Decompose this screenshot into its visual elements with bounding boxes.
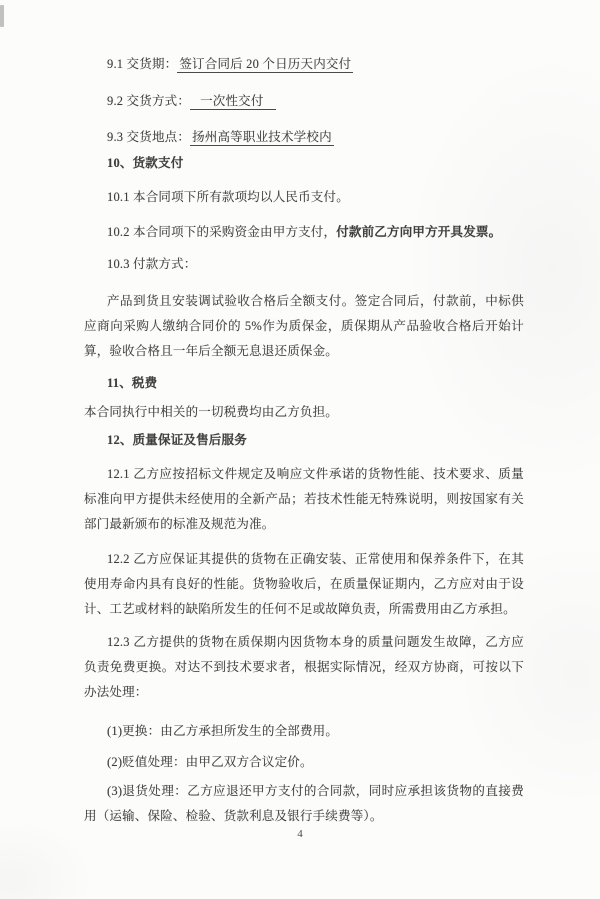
- clause-12-3-option-3: (3)退货处理：乙方应退还甲方支付的合同款，同时应承担该货物的直接费用（运输、保险、检验、货款利息及银行手续费等）。: [84, 784, 524, 823]
- clause-9-2: [84, 89, 524, 114]
- clause-10-2-normal-text: 10.2 本合同项下的采购资金由甲方支付，: [107, 225, 337, 239]
- clause-9-3-label: 9.3 交货地点：: [107, 130, 191, 144]
- clause-12-3-option-1: (1)更换：由乙方承担所发生的全部费用。: [107, 724, 339, 738]
- clause-9-1: [84, 52, 524, 77]
- clause-9-2-label: 9.2 交货方式：: [107, 94, 191, 108]
- section-10-heading: 10、货款支付: [107, 156, 184, 170]
- section-11-heading: 11、税费: [107, 376, 158, 390]
- clause-9-2-filled-value: 一次性交付: [190, 94, 276, 110]
- clause-10-3: 10.3 付款方式：: [107, 257, 197, 271]
- clause-12-2: 12.2 乙方应保证其提供的货物在正确安装、正常使用和保养条件下，在其使用寿命内具有良好的性能。货物验收后，在质量保证期内，乙方应对由于设计、工艺或材料的缺陷所发生的任何不足或故障负责，所需费用由乙方承担。: [84, 552, 524, 616]
- section-12-heading: 12、质量保证及售后服务: [107, 433, 247, 447]
- clause-10-3-payment-terms: 产品到货且安装调试验收合格后全额支付。签定合同后，付款前，中标供应商向采购人缴纳合同价的 5%作为质保金，质保期从产品验收合格后开始计算，验收合格且一年后全额无息退还质保金。: [84, 294, 524, 358]
- clause-9-3-filled-value: 扬州高等职业技术学校内: [192, 130, 332, 144]
- clause-12-3-option-2: (2)贬值处理：由甲乙双方合议定价。: [107, 755, 313, 769]
- clause-12-3: 12.3 乙方提供的货物在质保期内因货物本身的质量问题发生故障，乙方应负责免费更换。对达不到技术要求者，根据实际情况，经双方协商，可按以下办法处理：: [84, 635, 524, 699]
- clause-11-body: 本合同执行中相关的一切税费均由乙方负担。: [84, 405, 339, 419]
- page-number: 4: [297, 828, 303, 840]
- clause-10-2: [84, 220, 524, 245]
- clause-9-3: [84, 125, 524, 150]
- clause-10-2-bold-text: 付款前乙方向甲方开具发票。: [336, 225, 502, 239]
- clause-9-1-filled-value: 签订合同后 20 个日历天内交付: [179, 57, 352, 71]
- clause-10-1: 10.1 本合同项下所有款项均以人民币支付。: [107, 190, 349, 204]
- clause-9-1-label: 9.1 交货期：: [107, 57, 178, 71]
- clause-12-1: 12.1 乙方应按招标文件规定及响应文件承诺的货物性能、技术要求、质量标准向甲方提供未经使用的全新产品；若技术性能无特殊说明，则按国家有关部门最新颁布的标准及规范为准。: [84, 467, 524, 531]
